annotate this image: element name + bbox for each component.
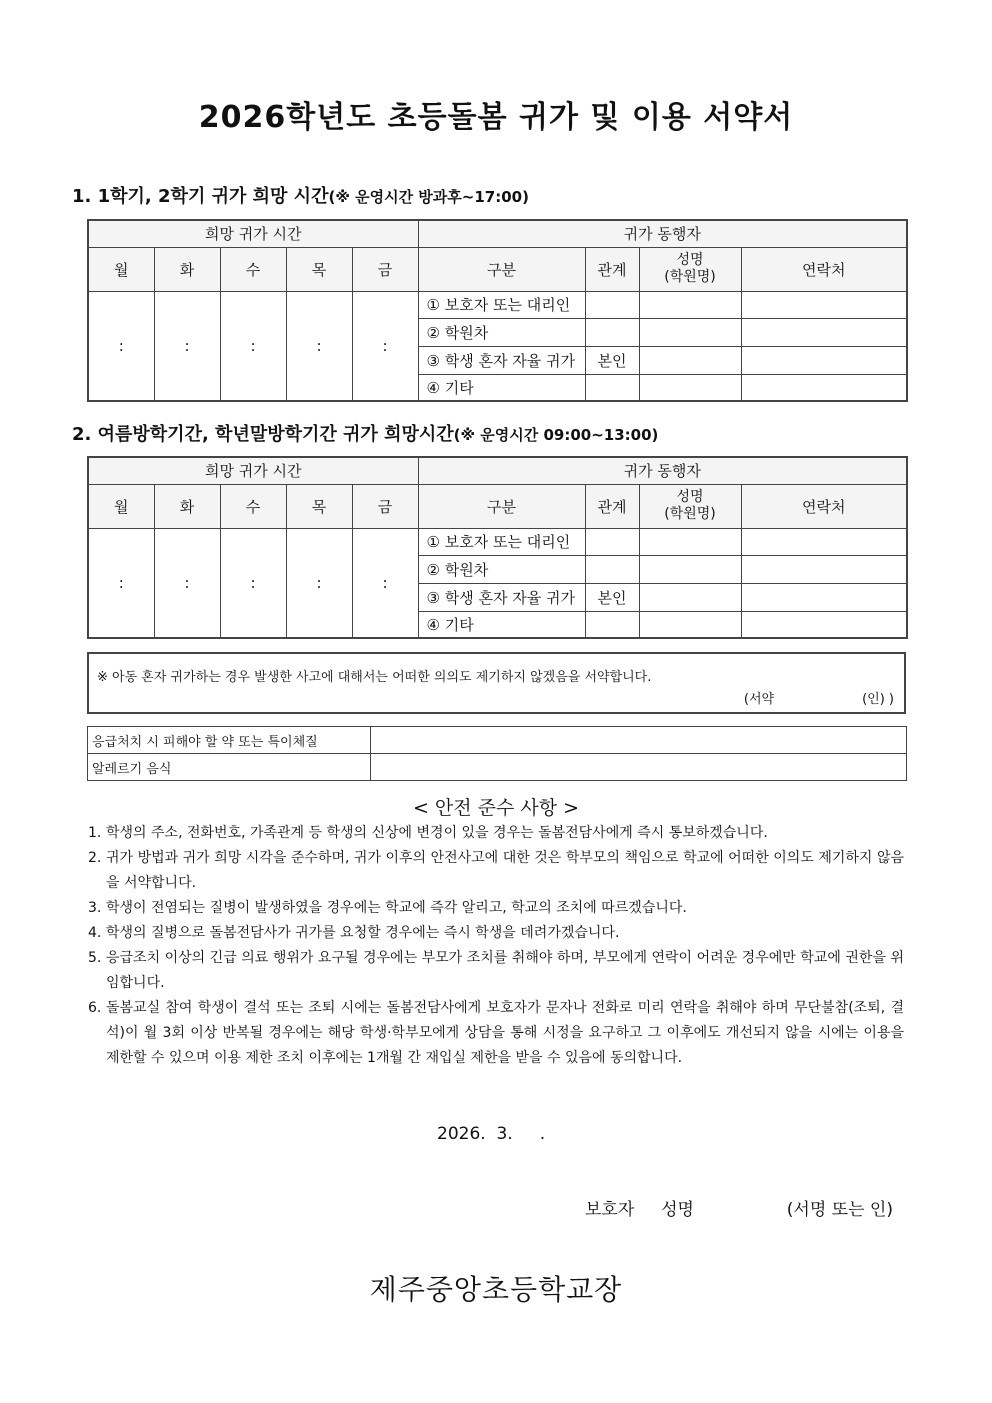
relation-cell[interactable] <box>585 374 639 401</box>
relation-cell[interactable] <box>585 291 639 318</box>
time-input-mon[interactable]: : <box>88 528 154 638</box>
time-input-wed[interactable]: : <box>220 291 286 401</box>
name-cell[interactable] <box>639 583 741 611</box>
time-input-thu[interactable]: : <box>286 528 352 638</box>
contact-cell[interactable] <box>741 528 907 555</box>
allergy-label: 알레르기 음식 <box>88 754 371 781</box>
contact-cell[interactable] <box>741 555 907 583</box>
page-title: 2026학년도 초등돌봄 귀가 및 이용 서약서 <box>198 100 794 135</box>
col-name-line2: (학원명) <box>664 269 716 285</box>
medicine-label: 응급처치 시 피해야 할 약 또는 특이체질 <box>88 727 371 754</box>
pledge-sign-open: (서약 <box>743 692 775 707</box>
return-time-table-1 <box>87 219 908 402</box>
safety-rules <box>88 821 904 1071</box>
day-wed: 수 <box>220 247 286 291</box>
contact-cell[interactable] <box>741 346 907 374</box>
section1-title: 1. 1학기, 2학기 귀가 희망 시간 <box>72 186 329 207</box>
col-name-line1: 성명 <box>676 252 704 268</box>
companion-type: ③ 학생 혼자 자율 귀가 <box>418 583 585 611</box>
section2-heading <box>72 420 658 446</box>
group-time-header: 희망 귀가 시간 <box>88 220 418 247</box>
col-relation: 관계 <box>585 247 639 291</box>
document-date: 2026. 3. . <box>437 1124 546 1144</box>
safety-item <box>88 896 904 921</box>
contact-cell[interactable] <box>741 318 907 346</box>
companion-type: ③ 학생 혼자 자율 귀가 <box>418 346 585 374</box>
allergy-input[interactable] <box>371 754 907 781</box>
guardian-name-label: 성명 <box>661 1200 694 1220</box>
section1-heading <box>72 182 529 208</box>
safety-item <box>88 946 904 996</box>
return-time-table-2 <box>87 456 908 639</box>
time-input-tue[interactable]: : <box>154 528 220 638</box>
safety-item <box>88 921 904 946</box>
safety-item-num: 6. <box>88 1000 102 1016</box>
relation-cell[interactable] <box>585 611 639 638</box>
safety-item-text: 학생의 주소, 전화번호, 가족관계 등 학생의 신상에 변경이 있을 경우는 돌봄전담사에게 즉시 통보하겠습니다. <box>106 825 768 841</box>
relation-cell[interactable] <box>585 528 639 555</box>
name-cell[interactable] <box>639 555 741 583</box>
companion-type: ② 학원차 <box>418 318 585 346</box>
companion-type: ① 보호자 또는 대리인 <box>418 528 585 555</box>
safety-item-text: 응급조치 이상의 긴급 의료 행위가 요구될 경우에는 부모가 조치를 취해야 하며, 부모에게 연락이 어려운 경우에만 학교에 권한을 위임합니다. <box>106 950 904 991</box>
safety-item-num: 1. <box>88 825 102 841</box>
col-type: 구분 <box>418 247 585 291</box>
contact-cell[interactable] <box>741 374 907 401</box>
safety-item-num: 5. <box>88 950 102 966</box>
name-cell[interactable] <box>639 291 741 318</box>
guardian-sign: (서명 또는 인) <box>786 1200 893 1220</box>
day-thu: 목 <box>286 484 352 528</box>
contact-cell[interactable] <box>741 583 907 611</box>
section2-title: 2. 여름방학기간, 학년말방학기간 귀가 희망시간 <box>72 424 454 445</box>
relation-cell: 본인 <box>585 346 639 374</box>
group-companion-header: 귀가 동행자 <box>418 220 907 247</box>
guardian-signature-line <box>585 1195 893 1220</box>
group-time-header: 희망 귀가 시간 <box>88 457 418 484</box>
relation-cell[interactable] <box>585 318 639 346</box>
col-contact: 연락처 <box>741 247 907 291</box>
safety-item-text: 돌봄교실 참여 학생이 결석 또는 조퇴 시에는 돌봄전담사에게 보호자가 문자나 전화로 미리 연락을 취해야 하며 무단불참(조퇴, 결석)이 월 3회 이상 반복될 경우에는 해당 학생·학부모에게 상담을 통해 시정을 요구하고 그 이후에도 개선되지 않을 시에는 이용을 제한할 수 있으며 이용 제한 조치 이후에는 1개월 간 재입실 제한을 받을 수 있음에 동의합니다. <box>106 1000 904 1066</box>
safety-item-num: 4. <box>88 925 102 941</box>
safety-item <box>88 846 904 896</box>
safety-title: < 안전 준수 사항 > <box>412 797 580 819</box>
safety-item <box>88 996 904 1071</box>
pledge-sign-close: (인) ) <box>862 692 894 707</box>
medicine-input[interactable] <box>371 727 907 754</box>
day-tue: 화 <box>154 484 220 528</box>
pledge-signature[interactable] <box>744 688 894 707</box>
name-cell[interactable] <box>639 346 741 374</box>
time-input-mon[interactable]: : <box>88 291 154 401</box>
section2-note: (※ 운영시간 09:00~13:00) <box>453 426 659 444</box>
col-relation: 관계 <box>585 484 639 528</box>
col-name-line2: (학원명) <box>664 506 716 522</box>
col-name <box>639 484 741 528</box>
day-mon: 월 <box>88 484 154 528</box>
safety-item <box>88 821 904 846</box>
pledge-box <box>87 652 906 714</box>
name-cell[interactable] <box>639 374 741 401</box>
day-fri: 금 <box>352 247 418 291</box>
day-wed: 수 <box>220 484 286 528</box>
name-cell[interactable] <box>639 611 741 638</box>
day-thu: 목 <box>286 247 352 291</box>
companion-type: ① 보호자 또는 대리인 <box>418 291 585 318</box>
day-fri: 금 <box>352 484 418 528</box>
companion-type: ④ 기타 <box>418 611 585 638</box>
school-principal: 제주중앙초등학교장 <box>369 1273 623 1306</box>
contact-cell[interactable] <box>741 291 907 318</box>
col-contact: 연락처 <box>741 484 907 528</box>
guardian-label: 보호자 <box>585 1200 635 1220</box>
time-input-fri[interactable]: : <box>352 528 418 638</box>
day-tue: 화 <box>154 247 220 291</box>
companion-type: ④ 기타 <box>418 374 585 401</box>
section1-note: (※ 운영시간 방과후~17:00) <box>328 188 529 206</box>
name-cell[interactable] <box>639 528 741 555</box>
safety-item-text: 귀가 방법과 귀가 희망 시각을 준수하며, 귀가 이후의 안전사고에 대한 것은 학부모의 책임으로 학교에 어떠한 이의도 제기하지 않음을 서약합니다. <box>106 850 904 891</box>
group-companion-header: 귀가 동행자 <box>418 457 907 484</box>
col-type: 구분 <box>418 484 585 528</box>
day-mon: 월 <box>88 247 154 291</box>
relation-cell[interactable] <box>585 555 639 583</box>
name-cell[interactable] <box>639 318 741 346</box>
relation-cell: 본인 <box>585 583 639 611</box>
safety-item-text: 학생이 전염되는 질병이 발생하였을 경우에는 학교에 즉각 알리고, 학교의 조치에 따르겠습니다. <box>106 900 687 916</box>
col-name-line1: 성명 <box>676 489 704 505</box>
safety-item-num: 3. <box>88 900 102 916</box>
companion-type: ② 학원차 <box>418 555 585 583</box>
safety-item-num: 2. <box>88 850 102 866</box>
pledge-text: ※ 아동 혼자 귀가하는 경우 발생한 사고에 대해서는 어떠한 의의도 제기하지 않겠음을 서약합니다. <box>97 670 652 685</box>
col-name <box>639 247 741 291</box>
time-input-wed[interactable]: : <box>220 528 286 638</box>
time-input-fri[interactable]: : <box>352 291 418 401</box>
time-input-tue[interactable]: : <box>154 291 220 401</box>
contact-cell[interactable] <box>741 611 907 638</box>
health-info-table <box>87 726 907 781</box>
safety-item-text: 학생의 질병으로 돌봄전담사가 귀가를 요청할 경우에는 즉시 학생을 데려가겠습니다. <box>106 925 620 941</box>
time-input-thu[interactable]: : <box>286 291 352 401</box>
